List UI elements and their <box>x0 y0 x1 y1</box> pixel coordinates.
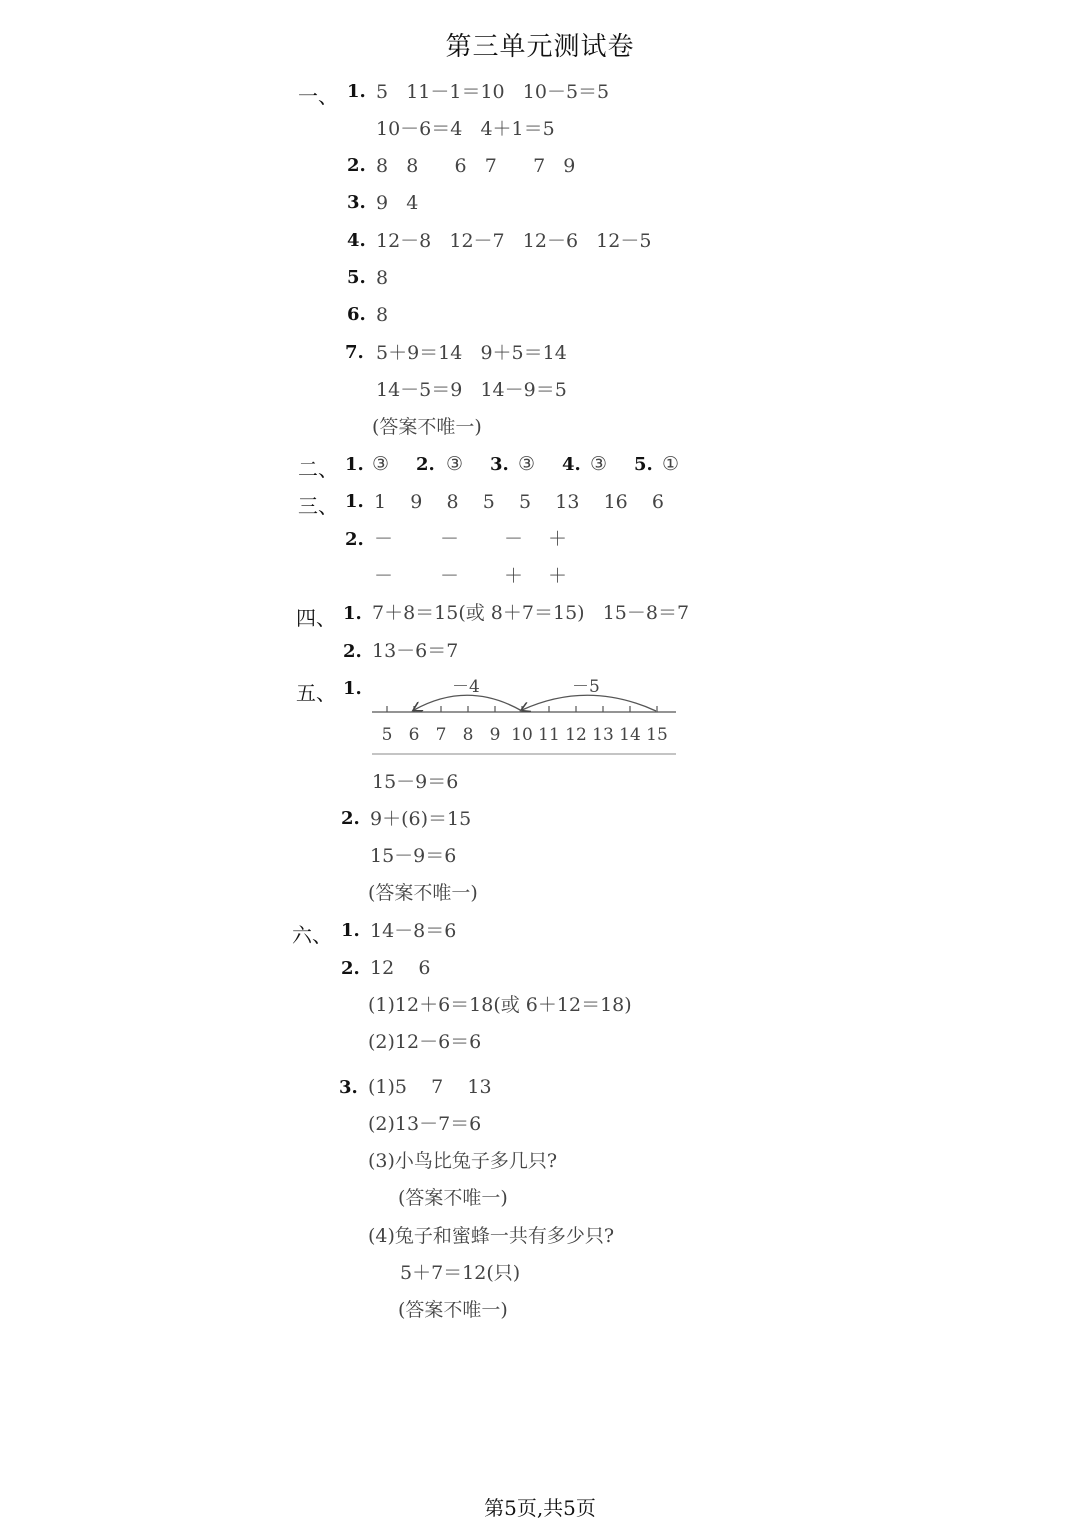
q4-number: 4. <box>347 230 366 251</box>
p2-q3-number: 3. <box>490 454 509 475</box>
part1-answer-1-line1: 5 11－1＝10 10－5＝5 <box>376 81 610 103</box>
number-line-tick-label: 9 <box>489 725 501 745</box>
section-4-heading: 四、 <box>296 606 336 630</box>
part5-answer-1-equation: 15－9＝6 <box>372 771 459 793</box>
p2-q5-number: 5. <box>634 454 653 475</box>
section-5-heading: 五、 <box>296 681 336 705</box>
part5-answer-2-line2: 15－9＝6 <box>370 845 457 867</box>
part2-answer-1: ③ <box>372 453 390 475</box>
part1-answer-7-line2: 14－5＝9 14－9＝5 <box>376 379 567 401</box>
part6-answer-3-line6: 5＋7＝12(只) <box>400 1262 521 1284</box>
part1-answer-1-line2: 10－6＝4 4＋1＝5 <box>376 118 555 140</box>
p2-q1-number: 1. <box>345 454 364 475</box>
part3-sign-r1-2: － <box>440 528 460 550</box>
part5-answer-2-line1: 9＋(6)＝15 <box>370 808 472 830</box>
page-title: 第三单元测试卷 <box>445 32 635 62</box>
number-line-tick-label: 8 <box>462 725 474 745</box>
part6-answer-3-line4: (答案不唯一) <box>398 1187 508 1209</box>
part6-answer-3-line1: (1)5 7 13 <box>368 1076 492 1098</box>
q6-number: 6. <box>347 304 366 325</box>
p6-q2-number: 2. <box>341 958 360 979</box>
part4-answer-1: 7＋8＝15(或 8＋7＝15) 15－8＝7 <box>372 602 690 624</box>
part3-sign-r2-2: － <box>440 565 460 587</box>
part3-sign-r2-3: ＋ <box>504 565 524 587</box>
q1-number: 1. <box>347 81 366 102</box>
p5-q2-number: 2. <box>341 808 360 829</box>
number-line-tick-label: 7 <box>435 725 447 745</box>
number-line-tick-label: 12 <box>565 725 587 745</box>
part6-answer-3-line7: (答案不唯一) <box>398 1299 508 1321</box>
part3-sign-r1-3: － <box>504 528 524 550</box>
q3-number: 3. <box>347 192 366 213</box>
number-line-tick-label: 14 <box>619 725 641 745</box>
part6-answer-1: 14－8＝6 <box>370 920 457 942</box>
part3-answer-1: 1 9 8 5 5 13 16 6 <box>374 491 664 513</box>
number-line-tick-label: 10 <box>511 725 533 745</box>
q2-number: 2. <box>347 155 366 176</box>
jump-label-minus-5: －5 <box>572 677 600 697</box>
p4-q1-number: 1. <box>343 603 362 624</box>
q7-number: 7. <box>345 342 364 363</box>
section-6-heading: 六、 <box>292 923 332 947</box>
part3-sign-r2-4: ＋ <box>548 565 568 587</box>
p4-q2-number: 2. <box>343 641 362 662</box>
p6-q1-number: 1. <box>341 920 360 941</box>
part1-answer-3: 9 4 <box>376 192 419 214</box>
page-footer: 第5页,共5页 <box>484 1496 596 1520</box>
section-2-heading: 二、 <box>298 457 338 481</box>
part6-answer-3-line5: (4)兔子和蜜蜂一共有多少只? <box>368 1225 615 1247</box>
q5-number: 5. <box>347 267 366 288</box>
number-line-tick-label: 13 <box>592 725 614 745</box>
part2-answer-3: ③ <box>518 453 536 475</box>
number-line-tick-label: 15 <box>646 725 668 745</box>
part5-answer-2-note: (答案不唯一) <box>368 882 478 904</box>
section-1-heading: 一、 <box>298 84 338 108</box>
p2-q2-number: 2. <box>416 454 435 475</box>
part2-answer-4: ③ <box>590 453 608 475</box>
part1-answer-4: 12－8 12－7 12－6 12－5 <box>376 230 652 252</box>
part4-answer-2: 13－6＝7 <box>372 640 459 662</box>
part6-answer-2-line2: (1)12＋6＝18(或 6＋12＝18) <box>368 994 632 1016</box>
number-line-tick-label: 6 <box>408 725 420 745</box>
part6-answer-3-line2: (2)13－7＝6 <box>368 1113 482 1135</box>
number-line-diagram <box>366 670 682 760</box>
number-line-tick-label: 11 <box>538 725 560 745</box>
p3-q2-number: 2. <box>345 529 364 550</box>
part6-answer-2-line3: (2)12－6＝6 <box>368 1031 482 1053</box>
part2-answer-2: ③ <box>446 453 464 475</box>
part6-answer-2-line1: 12 6 <box>370 957 431 979</box>
jump-arc-minus-5 <box>522 695 656 711</box>
number-line-tick-label: 5 <box>381 725 393 745</box>
part3-sign-r2-1: － <box>374 565 394 587</box>
p2-q4-number: 4. <box>562 454 581 475</box>
section-3-heading: 三、 <box>298 494 338 518</box>
part1-answer-2: 8 8 6 7 7 9 <box>376 155 576 177</box>
part3-sign-r1-1: － <box>374 528 394 550</box>
p6-q3-number: 3. <box>339 1077 358 1098</box>
part1-answer-5: 8 <box>376 267 389 289</box>
part3-sign-r1-4: ＋ <box>548 528 568 550</box>
part1-answer-7-line1: 5＋9＝14 9＋5＝14 <box>376 342 567 364</box>
part6-answer-3-line3: (3)小鸟比兔子多几只? <box>368 1150 558 1172</box>
part1-answer-7-note: (答案不唯一) <box>372 416 482 438</box>
part1-answer-6: 8 <box>376 304 389 326</box>
p5-q1-number: 1. <box>343 678 362 699</box>
jump-label-minus-4: －4 <box>452 677 480 697</box>
p3-q1-number: 1. <box>345 491 364 512</box>
part2-answer-5: ① <box>662 453 680 475</box>
